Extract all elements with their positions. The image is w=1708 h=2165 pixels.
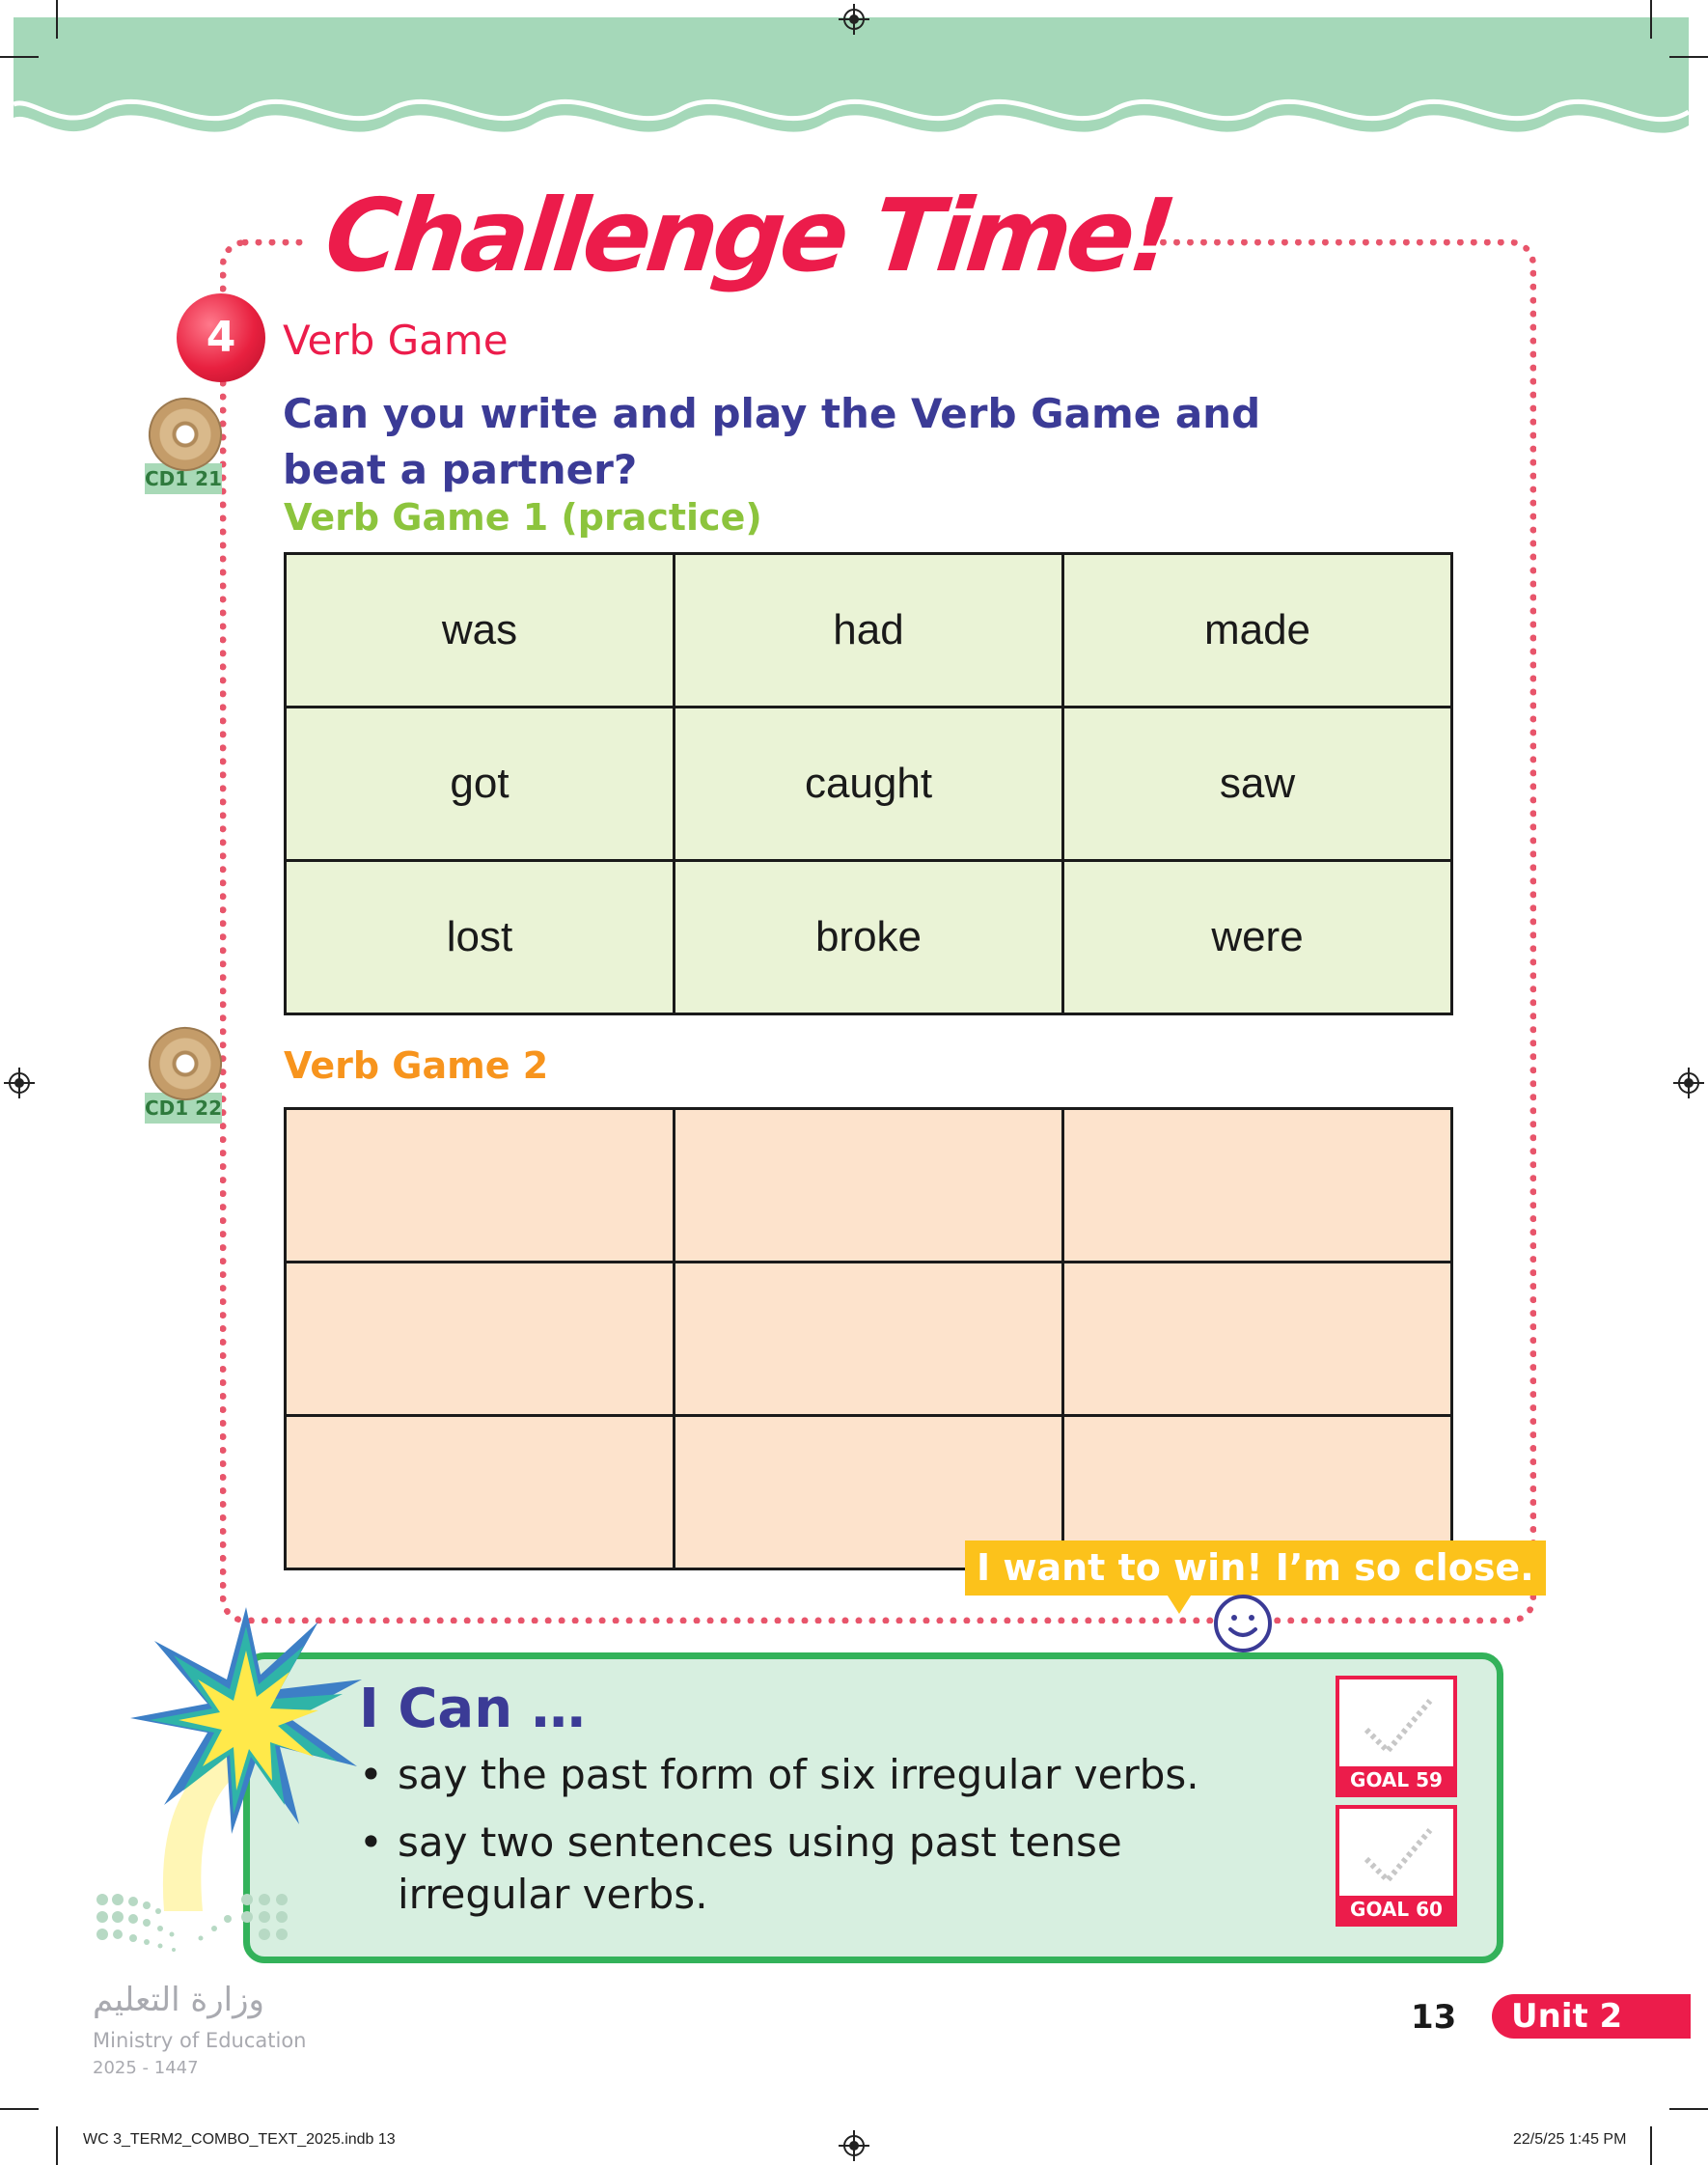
check-icon (1359, 1693, 1436, 1761)
crop-mark (1650, 2126, 1652, 2165)
grid-cell: was (286, 554, 675, 708)
grid-cell: were (1063, 861, 1452, 1014)
registration-mark (1673, 1068, 1704, 1098)
speech-bubble: I want to win! I’m so close. (965, 1540, 1546, 1596)
grid-row (286, 554, 1452, 708)
activity-title: Verb Game (283, 317, 509, 364)
blank-cell[interactable] (286, 1416, 675, 1569)
registration-mark (4, 1068, 35, 1098)
ministry-logo-icon (93, 1890, 305, 1967)
blank-cell[interactable] (675, 1263, 1063, 1416)
ministry-year: 2025 - 1447 (93, 2058, 199, 2078)
i-can-item (359, 1817, 1266, 1921)
star-burst-icon (125, 1602, 367, 1921)
audio-track-1[interactable] (145, 398, 222, 494)
i-can-item (359, 1749, 1199, 1801)
goal-checkbox[interactable] (1336, 1805, 1457, 1927)
verb-game-1-label: Verb Game 1 (practice) (284, 496, 762, 539)
crop-mark (1650, 0, 1652, 39)
grid-cell: caught (675, 708, 1063, 861)
goal-label: GOAL 60 (1339, 1896, 1453, 1923)
speech-bubble-tail (1166, 1593, 1193, 1614)
blank-cell[interactable] (675, 1109, 1063, 1263)
crop-mark (0, 56, 39, 58)
crop-mark (56, 2126, 58, 2165)
bullet: • (359, 1751, 383, 1798)
grid-row (286, 1109, 1452, 1263)
registration-mark (839, 4, 869, 35)
crop-mark (1669, 2108, 1708, 2110)
grid-row (286, 861, 1452, 1014)
bullet: • (359, 1818, 383, 1866)
activity-question: Can you write and play the Verb Game and beat a partner? (283, 390, 1261, 493)
wavy-banner (14, 17, 1689, 153)
registration-mark (839, 2130, 869, 2161)
grid-row (286, 1263, 1452, 1416)
crop-mark (1669, 56, 1708, 58)
blank-cell[interactable] (286, 1109, 675, 1263)
page-number: 13 (1411, 1998, 1457, 2037)
check-icon (1359, 1822, 1436, 1890)
audio-track-2[interactable] (145, 1027, 222, 1124)
unit-tab: Unit 2 (1492, 1994, 1691, 2039)
verb-game-2-grid (284, 1107, 1453, 1570)
goal-label: GOAL 59 (1339, 1766, 1453, 1793)
smiley-icon (1212, 1593, 1274, 1654)
crop-mark (56, 0, 58, 39)
verb-game-1-grid (284, 552, 1453, 1015)
grid-cell: saw (1063, 708, 1452, 861)
i-can-title: I Can … (359, 1678, 586, 1740)
print-slug-date: 22/5/25 1:45 PM (1513, 2131, 1627, 2148)
ministry-name-english: Ministry of Education (93, 2029, 307, 2052)
grid-cell: broke (675, 861, 1063, 1014)
print-slug-file: WC 3_TERM2_COMBO_TEXT_2025.indb 13 (83, 2131, 396, 2148)
grid-cell: lost (286, 861, 675, 1014)
grid-cell: made (1063, 554, 1452, 708)
crop-mark (0, 2108, 39, 2110)
activity-number-badge: 4 (177, 293, 265, 382)
grid-cell: had (675, 554, 1063, 708)
i-can-item-text: say two sentences using past tense irregular verbs. (398, 1818, 1122, 1918)
blank-cell[interactable] (1063, 1263, 1452, 1416)
blank-cell[interactable] (286, 1263, 675, 1416)
page-title: Challenge Time! (319, 177, 1177, 294)
i-can-item-text: say the past form of six irregular verbs. (398, 1751, 1199, 1798)
ministry-name-arabic: وزارة التعليم (93, 1981, 264, 2019)
track-label: CD1 21 (145, 463, 222, 494)
grid-row (286, 708, 1452, 861)
track-label: CD1 22 (145, 1093, 222, 1124)
goal-checkbox[interactable] (1336, 1676, 1457, 1797)
verb-game-2-label: Verb Game 2 (284, 1044, 549, 1087)
blank-cell[interactable] (1063, 1109, 1452, 1263)
grid-cell: got (286, 708, 675, 861)
